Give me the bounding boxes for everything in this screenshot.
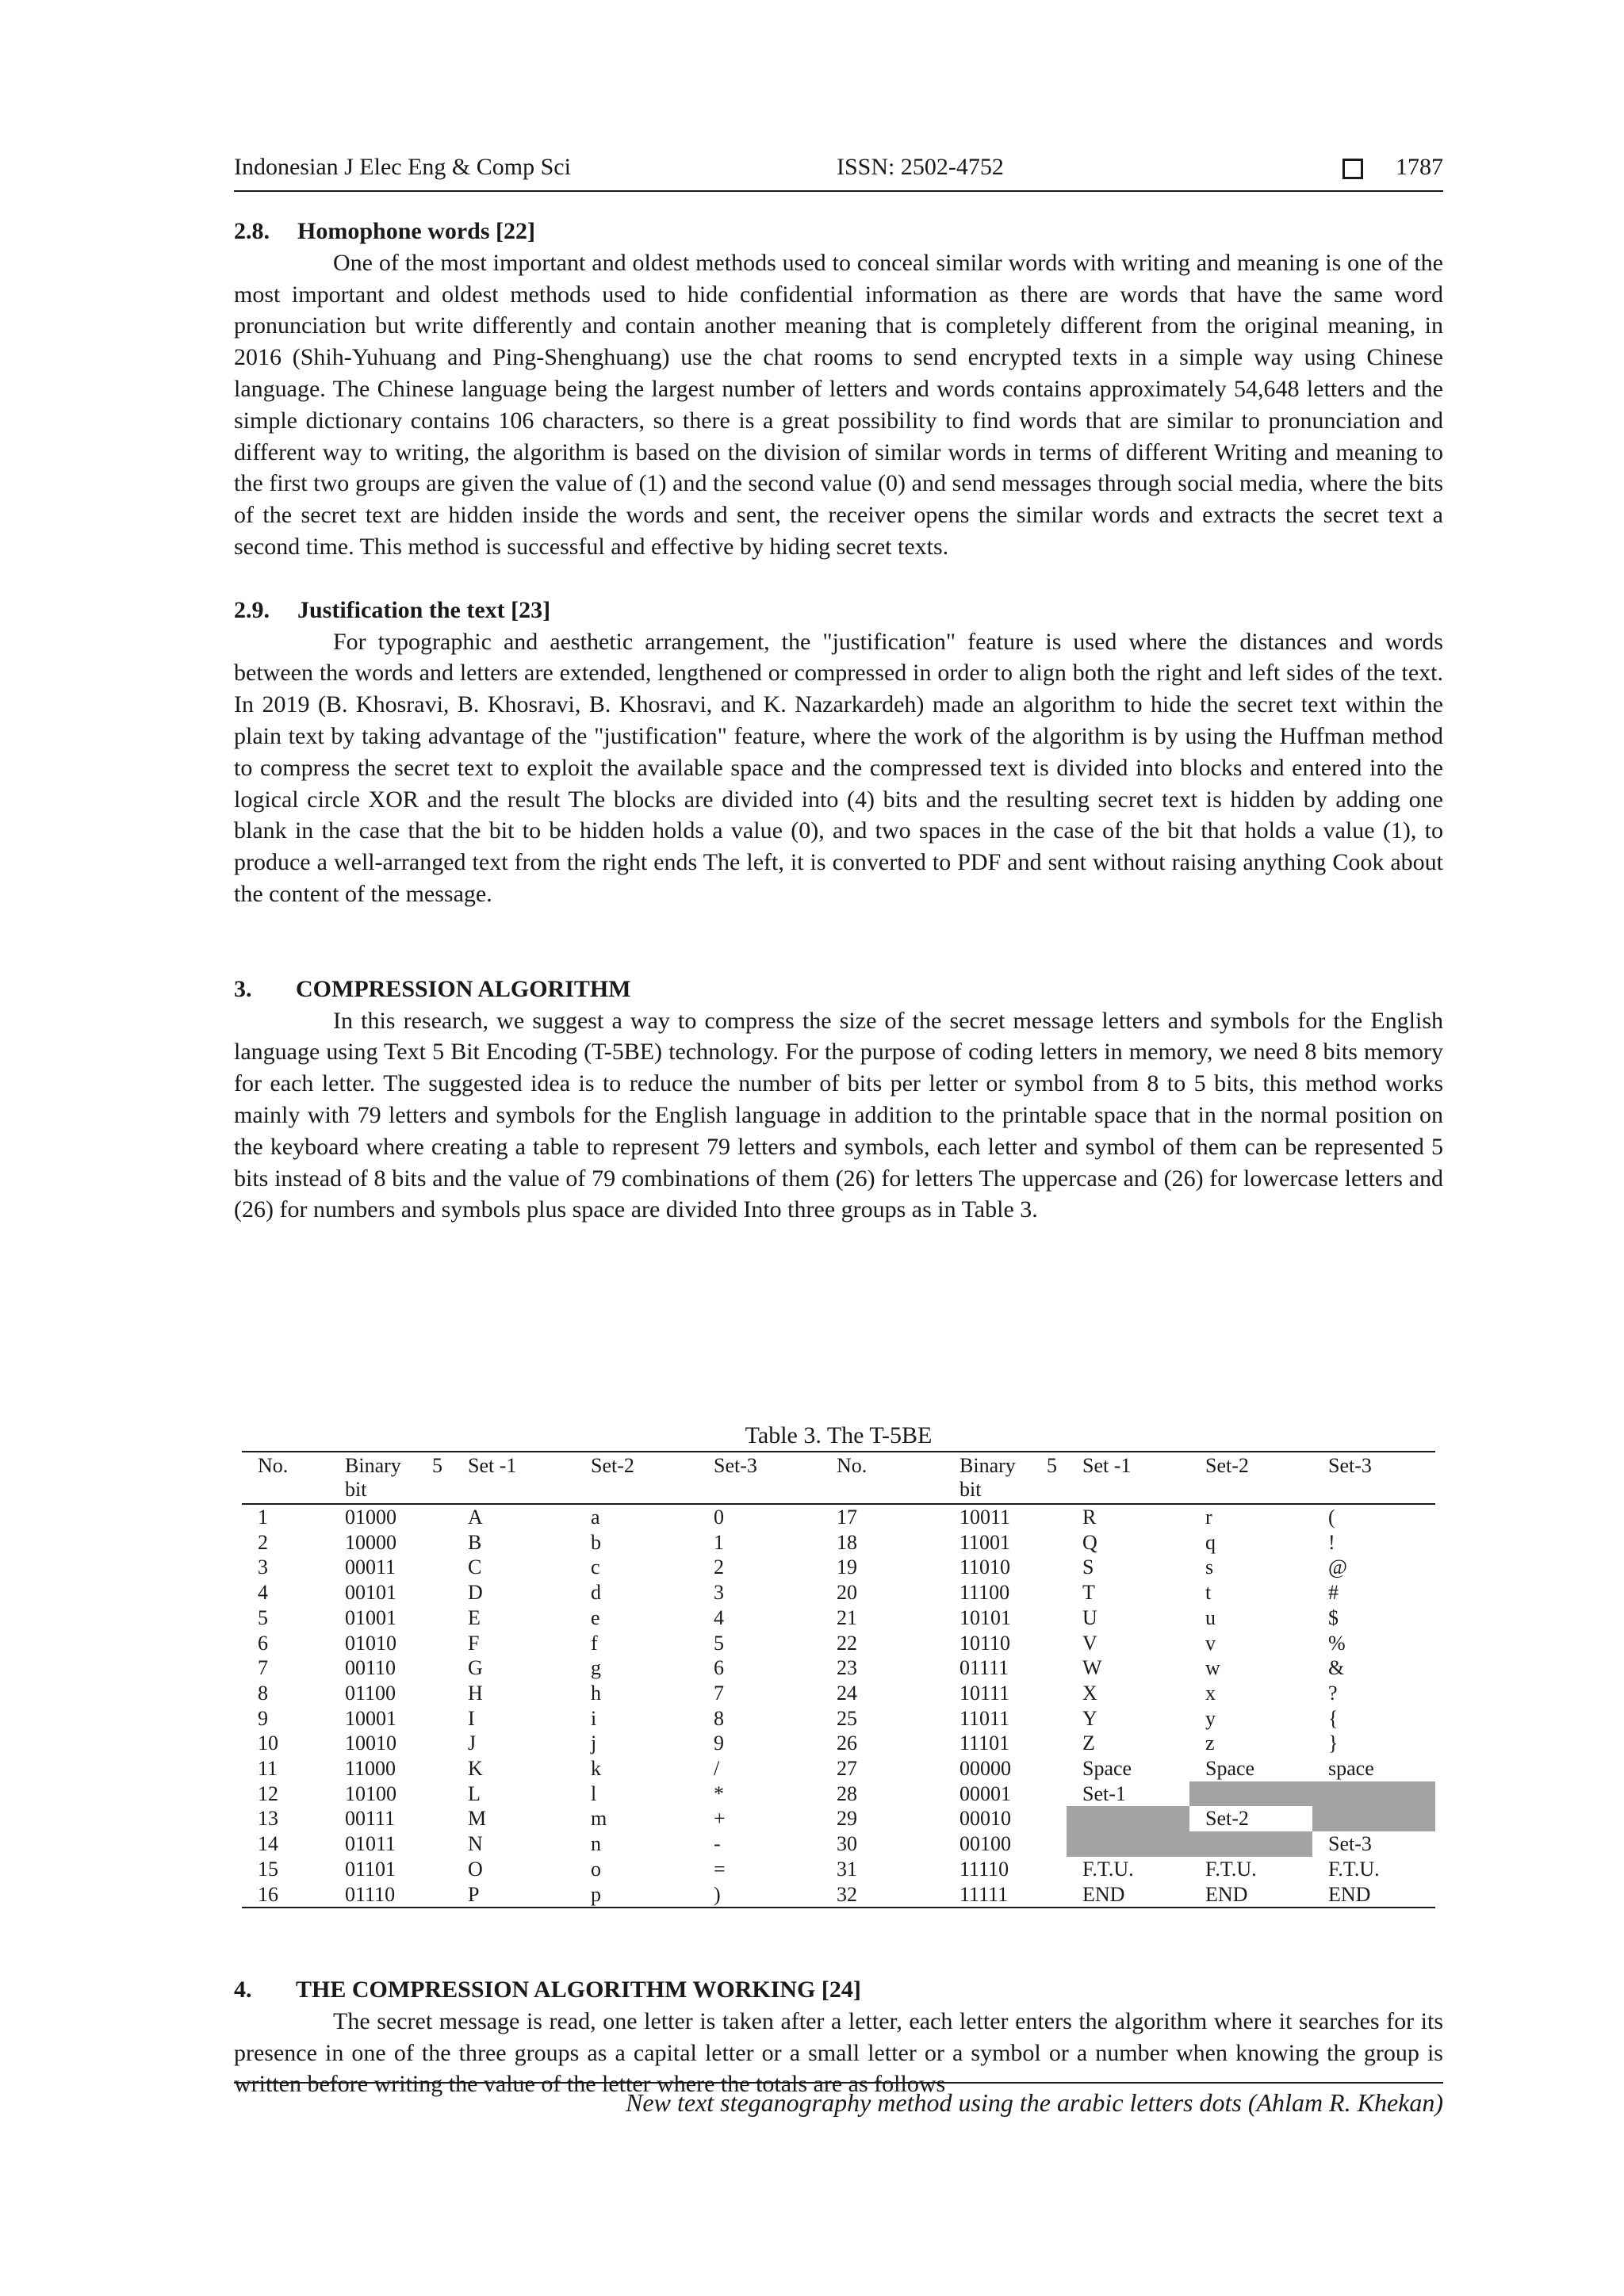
table-cell: R xyxy=(1082,1506,1097,1529)
table-cell: F.T.U. xyxy=(1328,1857,1380,1881)
checkbox-square-icon xyxy=(1342,159,1363,179)
table-cell: 11111 xyxy=(944,1882,1067,1908)
table-cell: 27 xyxy=(837,1757,857,1781)
table-cell: D xyxy=(468,1581,483,1605)
table-cell: 01001 xyxy=(345,1605,396,1629)
col-no: No. xyxy=(821,1452,944,1504)
table-cell: Y xyxy=(1082,1706,1097,1730)
footer-rule xyxy=(234,2082,1443,2084)
table-cell: o xyxy=(591,1857,601,1881)
section-title: Justification the text [23] xyxy=(297,596,551,623)
page-footer: New text steganography method using the arabic letters dots (Ahlam R. Khekan) xyxy=(626,2088,1443,2117)
table-cell xyxy=(1312,1806,1435,1831)
section-title: THE COMPRESSION ALGORITHM WORKING [24] xyxy=(296,1976,861,2003)
table-cell: a xyxy=(591,1506,600,1529)
paragraph-compression: In this research, we suggest a way to compress the size of the secret message letters and symbols for the English language using Text 5 Bit Encoding (T-5BE) technology. For the purpose of coding letters in memory, we need 8 bits memory for each letter. The suggested idea is to reduce the number of bits per letter or symbol from 8 to 5 bits, this method works mainly with 79 letters and symbols for the English language in addition to the printable space that in the normal position on the keyboard where creating a table to represent 79 letters and symbols, each letter and symbol of them can be represented 5 bits instead of 8 bits and the value of 79 combinations of them (26) for letters The uppercase and (26) for lowercase letters and (26) for numbers and symbols plus space are divided Into three groups as in Table 3. xyxy=(234,1007,1443,1223)
table-cell: 10 xyxy=(258,1732,278,1755)
section-heading-2-9 xyxy=(234,595,1443,626)
table-cell: END xyxy=(1189,1882,1312,1908)
table-cell: 00001 xyxy=(959,1781,1011,1805)
table-cell xyxy=(1189,1781,1312,1807)
table-cell: m xyxy=(591,1807,607,1831)
table-cell xyxy=(1067,1831,1189,1857)
table-cell: W xyxy=(1082,1656,1102,1680)
table-cell: 22 xyxy=(837,1631,857,1655)
table-cell: 01101 xyxy=(345,1857,396,1881)
table-cell: U xyxy=(1082,1605,1097,1629)
page-number: 1787 xyxy=(1396,154,1443,180)
table-cell: k xyxy=(591,1757,601,1781)
table-cell: Set-1 xyxy=(1082,1781,1126,1805)
section-number: 3. xyxy=(234,975,252,1002)
table-cell: X xyxy=(1082,1681,1097,1705)
table-cell: 01100 xyxy=(345,1681,396,1705)
journal-name: Indonesian J Elec Eng & Comp Sci xyxy=(234,154,571,180)
table-cell: 25 xyxy=(837,1706,857,1730)
table-row xyxy=(242,1655,1435,1681)
table-cell: f xyxy=(591,1631,598,1655)
table-cell: 4 xyxy=(714,1605,724,1629)
table-cell: n xyxy=(591,1832,601,1856)
table-row xyxy=(242,1580,1435,1605)
table-cell: C xyxy=(468,1556,482,1579)
table-cell: 10010 xyxy=(345,1732,396,1755)
table-cell: L xyxy=(468,1781,481,1805)
table-cell: @ xyxy=(1328,1556,1347,1579)
page-header xyxy=(234,154,1443,189)
paragraph-justification: For typographic and aesthetic arrangement, the "justification" feature is used where the distances and words between the words and letters are extended, lengthened or compressed in order to align both the right and left sides of the text. In 2019 (B. Khosravi, B. Khosravi, B. Khosravi, and K. Nazarkardeh) made an algorithm to hide the secret text within the plain text by taking advantage of the "justification" feature, where the work of the algorithm is by using the Huffman method to compress the secret text to exploit the available space and the compressed text is divided into blocks and entered into the logical circle XOR and the result The blocks are divided into (4) bits and the resulting secret text is hidden by adding one blank in the case that the bit to be hidden holds a value (0), and two spaces in the case of the bit that holds a value (1), to produce a well-arranged text from the right ends The left, it is converted to PDF and sent without raising anything Cook about the content of the message. xyxy=(234,628,1443,907)
table-cell: A xyxy=(468,1506,483,1529)
header-rule xyxy=(234,190,1443,192)
table-cell: 01011 xyxy=(345,1832,396,1856)
table-cell: Q xyxy=(1082,1530,1097,1554)
table-cell: x xyxy=(1205,1681,1216,1705)
table-cell: 15 xyxy=(258,1857,278,1881)
table-cell: 11101 xyxy=(959,1732,1010,1755)
table-caption: Table 3. The T-5BE xyxy=(745,1422,933,1448)
table-row xyxy=(242,1555,1435,1580)
table-cell: 10011 xyxy=(959,1506,1011,1529)
table-cell: 16 xyxy=(242,1882,329,1908)
col-set3: Set-3 xyxy=(698,1452,821,1504)
table-cell: F.T.U. xyxy=(1205,1857,1257,1881)
table-cell: 32 xyxy=(821,1882,944,1908)
table-cell: ) xyxy=(698,1882,821,1908)
table-cell: END xyxy=(1312,1882,1435,1908)
table-row xyxy=(242,1756,1435,1781)
table-row xyxy=(242,1504,1435,1530)
table-cell: 11000 xyxy=(345,1757,396,1781)
table-cell: 8 xyxy=(714,1706,724,1730)
table-row xyxy=(242,1781,1435,1807)
table-cell: 13 xyxy=(258,1807,278,1831)
col-set3: Set-3 xyxy=(1312,1452,1435,1504)
table-cell: + xyxy=(714,1807,726,1831)
table-cell: Space xyxy=(1082,1757,1132,1781)
section-number: 2.8. xyxy=(234,218,270,244)
table-cell: E xyxy=(468,1605,481,1629)
table-row xyxy=(242,1806,1435,1831)
table-cell: u xyxy=(1205,1605,1216,1629)
col-set1: Set -1 xyxy=(1067,1452,1189,1504)
col-set1: Set -1 xyxy=(452,1452,575,1504)
table-cell: 4 xyxy=(258,1581,268,1605)
table-cell: 2 xyxy=(258,1530,268,1554)
table-cell: 00000 xyxy=(959,1757,1011,1781)
table-cell: i xyxy=(591,1706,597,1730)
table-cell: F.T.U. xyxy=(1082,1857,1134,1881)
table-cell: 10101 xyxy=(959,1605,1011,1629)
table-cell: Z xyxy=(1082,1732,1095,1755)
table-cell: w xyxy=(1205,1656,1220,1680)
section-heading-4 xyxy=(234,1974,1443,2006)
table-cell: c xyxy=(591,1556,600,1579)
table-cell: 01111 xyxy=(959,1656,1009,1680)
table-cell: } xyxy=(1328,1732,1339,1755)
table-cell: 24 xyxy=(837,1681,857,1705)
table-cell: V xyxy=(1082,1631,1097,1655)
table-row xyxy=(242,1681,1435,1706)
table-cell: 00100 xyxy=(959,1832,1011,1856)
col-no: No. xyxy=(242,1452,329,1504)
table-cell: h xyxy=(591,1681,601,1705)
table-3 xyxy=(242,1421,1435,1908)
table-cell: 1 xyxy=(714,1530,724,1554)
table-cell: t xyxy=(1205,1581,1212,1605)
col-binary: Binary 5 bit xyxy=(944,1452,1067,1504)
table-body xyxy=(242,1504,1435,1908)
table-cell: Set-3 xyxy=(1328,1832,1372,1856)
table-cell: l xyxy=(591,1781,597,1805)
section-number: 4. xyxy=(234,1976,252,2003)
table-cell: s xyxy=(1205,1556,1214,1579)
table-cell: 28 xyxy=(837,1781,857,1805)
section-heading-2-8 xyxy=(234,216,1443,247)
table-cell: 01010 xyxy=(345,1631,396,1655)
table-cell: 00111 xyxy=(345,1807,396,1831)
table-cell: 31 xyxy=(837,1857,857,1881)
table-cell xyxy=(1067,1806,1189,1831)
table-cell: # xyxy=(1328,1581,1339,1605)
table-cell: 29 xyxy=(837,1807,857,1831)
table-cell: { xyxy=(1328,1706,1339,1730)
table-cell: 10110 xyxy=(959,1631,1011,1655)
table-cell: v xyxy=(1205,1631,1216,1655)
table-cell: d xyxy=(591,1581,601,1605)
table-cell: 11001 xyxy=(959,1530,1011,1554)
table-cell: Set-2 xyxy=(1205,1807,1249,1831)
section-heading-3 xyxy=(234,974,1443,1005)
table-cell: space xyxy=(1328,1757,1374,1781)
table-cell: e xyxy=(591,1605,600,1629)
table-cell: 8 xyxy=(258,1681,268,1705)
table-cell: 20 xyxy=(837,1581,857,1605)
issn: ISSN: 2502-4752 xyxy=(837,154,1004,180)
table-cell: 10100 xyxy=(345,1781,396,1805)
paragraph-homophone: One of the most important and oldest methods used to conceal similar words with writing and meaning is one of the most important and oldest methods used to hide confidential information as there are words that have the same word pronunciation but write differently and contain another meaning that is completely different from the original meaning, in 2016 (Shih-Yuhuang and Ping-Shenghuang) use the chat rooms to send encrypted texts in a simple way using Chinese language. The Chinese language being the largest number of letters and words contains approximately 54,648 letters and the simple dictionary contains 106 characters, so there is a great possibility to find words that are similar to pronunciation and different way to writing, the algorithm is based on the division of similar words in terms of different Writing and meaning to the first two groups are given the value of (1) and the second value (0) and send messages through social media, where the bits of the secret text are hidden inside the words and sent, the receiver opens the similar words and extracts the secret text a second time. This method is successful and effective by hiding secret texts. xyxy=(234,249,1443,560)
table-cell: 01110 xyxy=(329,1882,452,1908)
paragraph-algorithm-working: The secret message is read, one letter is taken after a letter, each letter enters the algorithm where it searches for its presence in one of the three groups as a capital letter or a small letter or a symbol or a number when knowing the group is written before writing the value of the letter where the totals are as follows xyxy=(234,2007,1443,2098)
table-cell: I xyxy=(468,1706,475,1730)
table-cell: 01000 xyxy=(345,1506,396,1529)
table-cell: S xyxy=(1082,1556,1094,1579)
section-title: Homophone words [22] xyxy=(297,218,536,244)
table-cell: 9 xyxy=(714,1732,724,1755)
table-cell: 3 xyxy=(258,1556,268,1579)
table-cell: = xyxy=(714,1857,726,1881)
table-cell: * xyxy=(714,1781,724,1805)
table-cell: 00101 xyxy=(345,1581,396,1605)
table-cell: q xyxy=(1205,1530,1216,1554)
table-cell: F xyxy=(468,1631,480,1655)
table-row xyxy=(242,1706,1435,1732)
table-cell: 9 xyxy=(258,1706,268,1730)
col-set2: Set-2 xyxy=(575,1452,698,1504)
table-cell: y xyxy=(1205,1706,1216,1730)
table-cell: 3 xyxy=(714,1581,724,1605)
table-cell: M xyxy=(468,1807,487,1831)
table-cell: 30 xyxy=(837,1832,857,1856)
table-cell: K xyxy=(468,1757,483,1781)
table-cell: 17 xyxy=(837,1506,857,1529)
table-row xyxy=(242,1731,1435,1756)
table-row xyxy=(242,1605,1435,1631)
table-cell: END xyxy=(1067,1882,1189,1908)
table-cell: Space xyxy=(1205,1757,1255,1781)
table-cell: 11110 xyxy=(959,1857,1009,1881)
table-header-row xyxy=(242,1452,1435,1504)
table-row xyxy=(242,1857,1435,1882)
table-cell: 10001 xyxy=(345,1706,396,1730)
t5be-table xyxy=(242,1451,1435,1908)
table-cell: 21 xyxy=(837,1605,857,1629)
table-cell: r xyxy=(1205,1506,1212,1529)
table-cell: g xyxy=(591,1656,601,1680)
table-cell: 0 xyxy=(714,1506,724,1529)
table-cell: 7 xyxy=(714,1681,724,1705)
table-cell: 00011 xyxy=(345,1556,396,1579)
section-number: 2.9. xyxy=(234,596,270,623)
body-text xyxy=(234,216,1443,1226)
table-cell: 00110 xyxy=(345,1656,396,1680)
table-cell xyxy=(1189,1831,1312,1857)
table-cell: 12 xyxy=(258,1781,278,1805)
table-cell: 19 xyxy=(837,1556,857,1579)
table-cell: J xyxy=(468,1732,477,1755)
table-cell: H xyxy=(468,1681,483,1705)
table-cell: b xyxy=(591,1530,601,1554)
table-cell: 26 xyxy=(837,1732,857,1755)
table-cell: ( xyxy=(1328,1506,1335,1529)
table-cell: 11100 xyxy=(959,1581,1010,1605)
table-cell: j xyxy=(591,1732,597,1755)
table-cell: & xyxy=(1328,1656,1345,1680)
table-cell: O xyxy=(468,1857,483,1881)
table-cell: T xyxy=(1082,1581,1095,1605)
table-row xyxy=(242,1882,1435,1908)
table-cell: 5 xyxy=(258,1605,268,1629)
table-cell: 1 xyxy=(258,1506,268,1529)
table-cell: 23 xyxy=(837,1656,857,1680)
table-cell: P xyxy=(452,1882,575,1908)
table-cell: 10000 xyxy=(345,1530,396,1554)
table-cell: 5 xyxy=(714,1631,724,1655)
table-cell: % xyxy=(1328,1631,1346,1655)
table-cell: 14 xyxy=(258,1832,278,1856)
table-cell: 11010 xyxy=(959,1556,1011,1579)
table-cell: 11011 xyxy=(959,1706,1010,1730)
table-cell: B xyxy=(468,1530,482,1554)
table-cell: 18 xyxy=(837,1530,857,1554)
table-cell: G xyxy=(468,1656,483,1680)
table-cell: p xyxy=(575,1882,698,1908)
table-cell: $ xyxy=(1328,1605,1339,1629)
table-cell: ? xyxy=(1328,1681,1338,1705)
table-cell: - xyxy=(714,1832,721,1856)
table-cell: 11 xyxy=(258,1757,278,1781)
col-set2: Set-2 xyxy=(1189,1452,1312,1504)
table-cell xyxy=(1312,1781,1435,1807)
table-row xyxy=(242,1530,1435,1556)
table-row xyxy=(242,1631,1435,1656)
table-cell: 6 xyxy=(714,1656,724,1680)
table-cell: 6 xyxy=(258,1631,268,1655)
table-cell: 10111 xyxy=(959,1681,1010,1705)
col-binary: Binary 5 bit xyxy=(329,1452,452,1504)
table-cell: N xyxy=(468,1832,483,1856)
table-cell: z xyxy=(1205,1732,1215,1755)
table-cell: 2 xyxy=(714,1556,724,1579)
table-cell: 7 xyxy=(258,1656,268,1680)
table-cell: ! xyxy=(1328,1530,1335,1554)
section-title: COMPRESSION ALGORITHM xyxy=(296,975,631,1002)
table-cell: / xyxy=(714,1757,720,1781)
table-cell: 00010 xyxy=(959,1807,1011,1831)
table-row xyxy=(242,1831,1435,1857)
